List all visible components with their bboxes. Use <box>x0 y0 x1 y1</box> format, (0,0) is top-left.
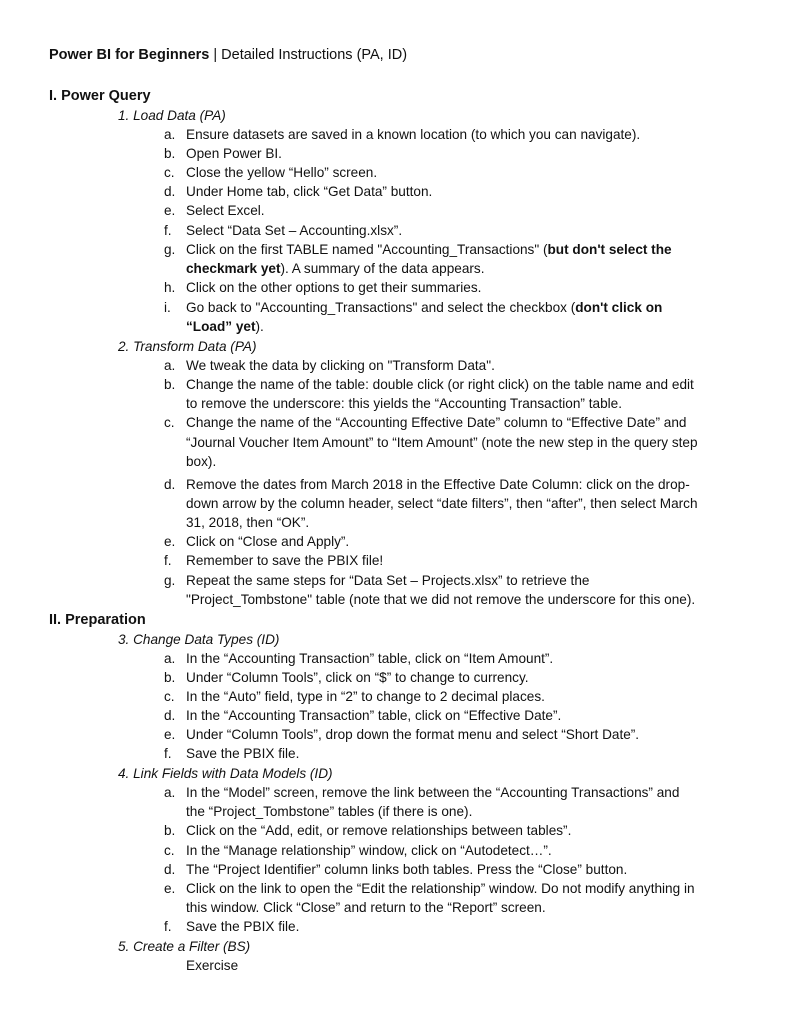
list-item-continuation: “Load” yet). <box>186 319 264 334</box>
title-rest: | Detailed Instructions (PA, ID) <box>209 47 408 63</box>
list-item-continuation: "Project_Tombstone" table (note that we did not remove the underscore for this one). <box>186 592 696 607</box>
document-page: Power BI for Beginners | Detailed Instructions (PA, ID) I. Power Query 1. Load Data (PA) a. Ensure datasets are saved in a known location (to which you can navigate). b. Open Power BI. c. Close the yellow “Hello” screen. d. Under Home tab, click “Get Data” button. e. Select Excel. f. Select “Data Set – Accounting.xlsx”. g. Click on the first TABLE named "Accounting_Transactions" (but don't select the checkmark yet). A summary of the data appears. h. Click on the other options to get their summaries. i. Go back to "Accounting_Transactions" and select the checkbox (don't click on “Load” yet). 2. Transform Data (PA) a. We tweak the data by clicking on "Transform Data". b. Change the name of the table: double click (or right click) on the table name and edit to remove the underscore: this yields the “Accounting Transaction” table. c. Change the name of the “Accounting Effective Date” column to “Effective Date” and “Journal Voucher Item Amount” to “Item Amount” (note the new step in the query step box). d. Remove the dates from March 2018 in the Effective Date Column: click on the drop- down arrow by the column header, select “date filters”, then “after”, then select March 31, 2018, then “OK”. e. Click on “Close and Apply”. f. Remember to save the PBIX file! g. Repeat the same steps for “Data Set – Projects.xlsx” to retrieve the "Project_Tombstone" table (note that we did not remove the underscore for this one). II. Preparation 3. Change Data Types (ID) a. In the “Accounting Transaction” table, click on “Item Amount”. b. Under “Column Tools”, click on “$” to change to currency. c. In the “Auto” field, type in “2” to change to 2 decimal places. d. In the “Accounting Transaction” table, click on “Effective Date”. e. Under “Column Tools”, drop down the format menu and select “Short Date”. f. Save the PBIX file. 4. Link Fields with Data Models (ID) a. In the “Model” screen, remove the link between the “Accounting Transactions” and the “Project_Tombstone” tables (if there is one). b. Click on the “Add, edit, or remove relationships between tables”. c. In the “Manage relationship” window, click on “Autodetect…”. d. The “Project Identifier” column links both tables. Press the “Close” button. e. Click on the link to open the “Edit the relationship” window. Do not modify anything in this window. Click “Close” and return to the “Report” screen. f. Save the PBIX file. 5. Create a Filter (BS) Exercise <box>49 47 698 973</box>
heading-preparation: II. Preparation <box>49 612 146 628</box>
section-load-data: 1. Load Data (PA) <box>118 108 226 123</box>
heading-power-query: I. Power Query <box>49 88 151 104</box>
list-item-continuation: “Journal Voucher Item Amount” to “Item Amount” (note the new step in the query step <box>186 435 698 450</box>
list-item-continuation: this window. Click “Close” and return to the “Report” screen. <box>186 900 546 915</box>
list-item-continuation: 31, 2018, then “OK”. <box>186 515 310 530</box>
exercise-text: Exercise <box>186 958 239 973</box>
section-transform-data: 2. Transform Data (PA) <box>118 339 257 354</box>
title-bold: Power BI for Beginners <box>49 47 210 63</box>
section-create-filter: 5. Create a Filter (BS) <box>118 939 251 954</box>
list-item-continuation: down arrow by the column header, select “date filters”, then “after”, then select March <box>186 496 698 511</box>
list-item-continuation: checkmark yet). A summary of the data appears. <box>186 261 485 276</box>
section-link-fields: 4. Link Fields with Data Models (ID) <box>118 766 333 781</box>
document-title <box>49 46 407 64</box>
list-item-continuation: the “Project_Tombstone” tables (if there is one). <box>186 804 473 819</box>
list-item-continuation: box). <box>186 454 217 469</box>
section-change-data-types: 3. Change Data Types (ID) <box>118 632 280 647</box>
list-item-continuation: to remove the underscore: this yields the “Accounting Transaction” table. <box>186 396 622 411</box>
